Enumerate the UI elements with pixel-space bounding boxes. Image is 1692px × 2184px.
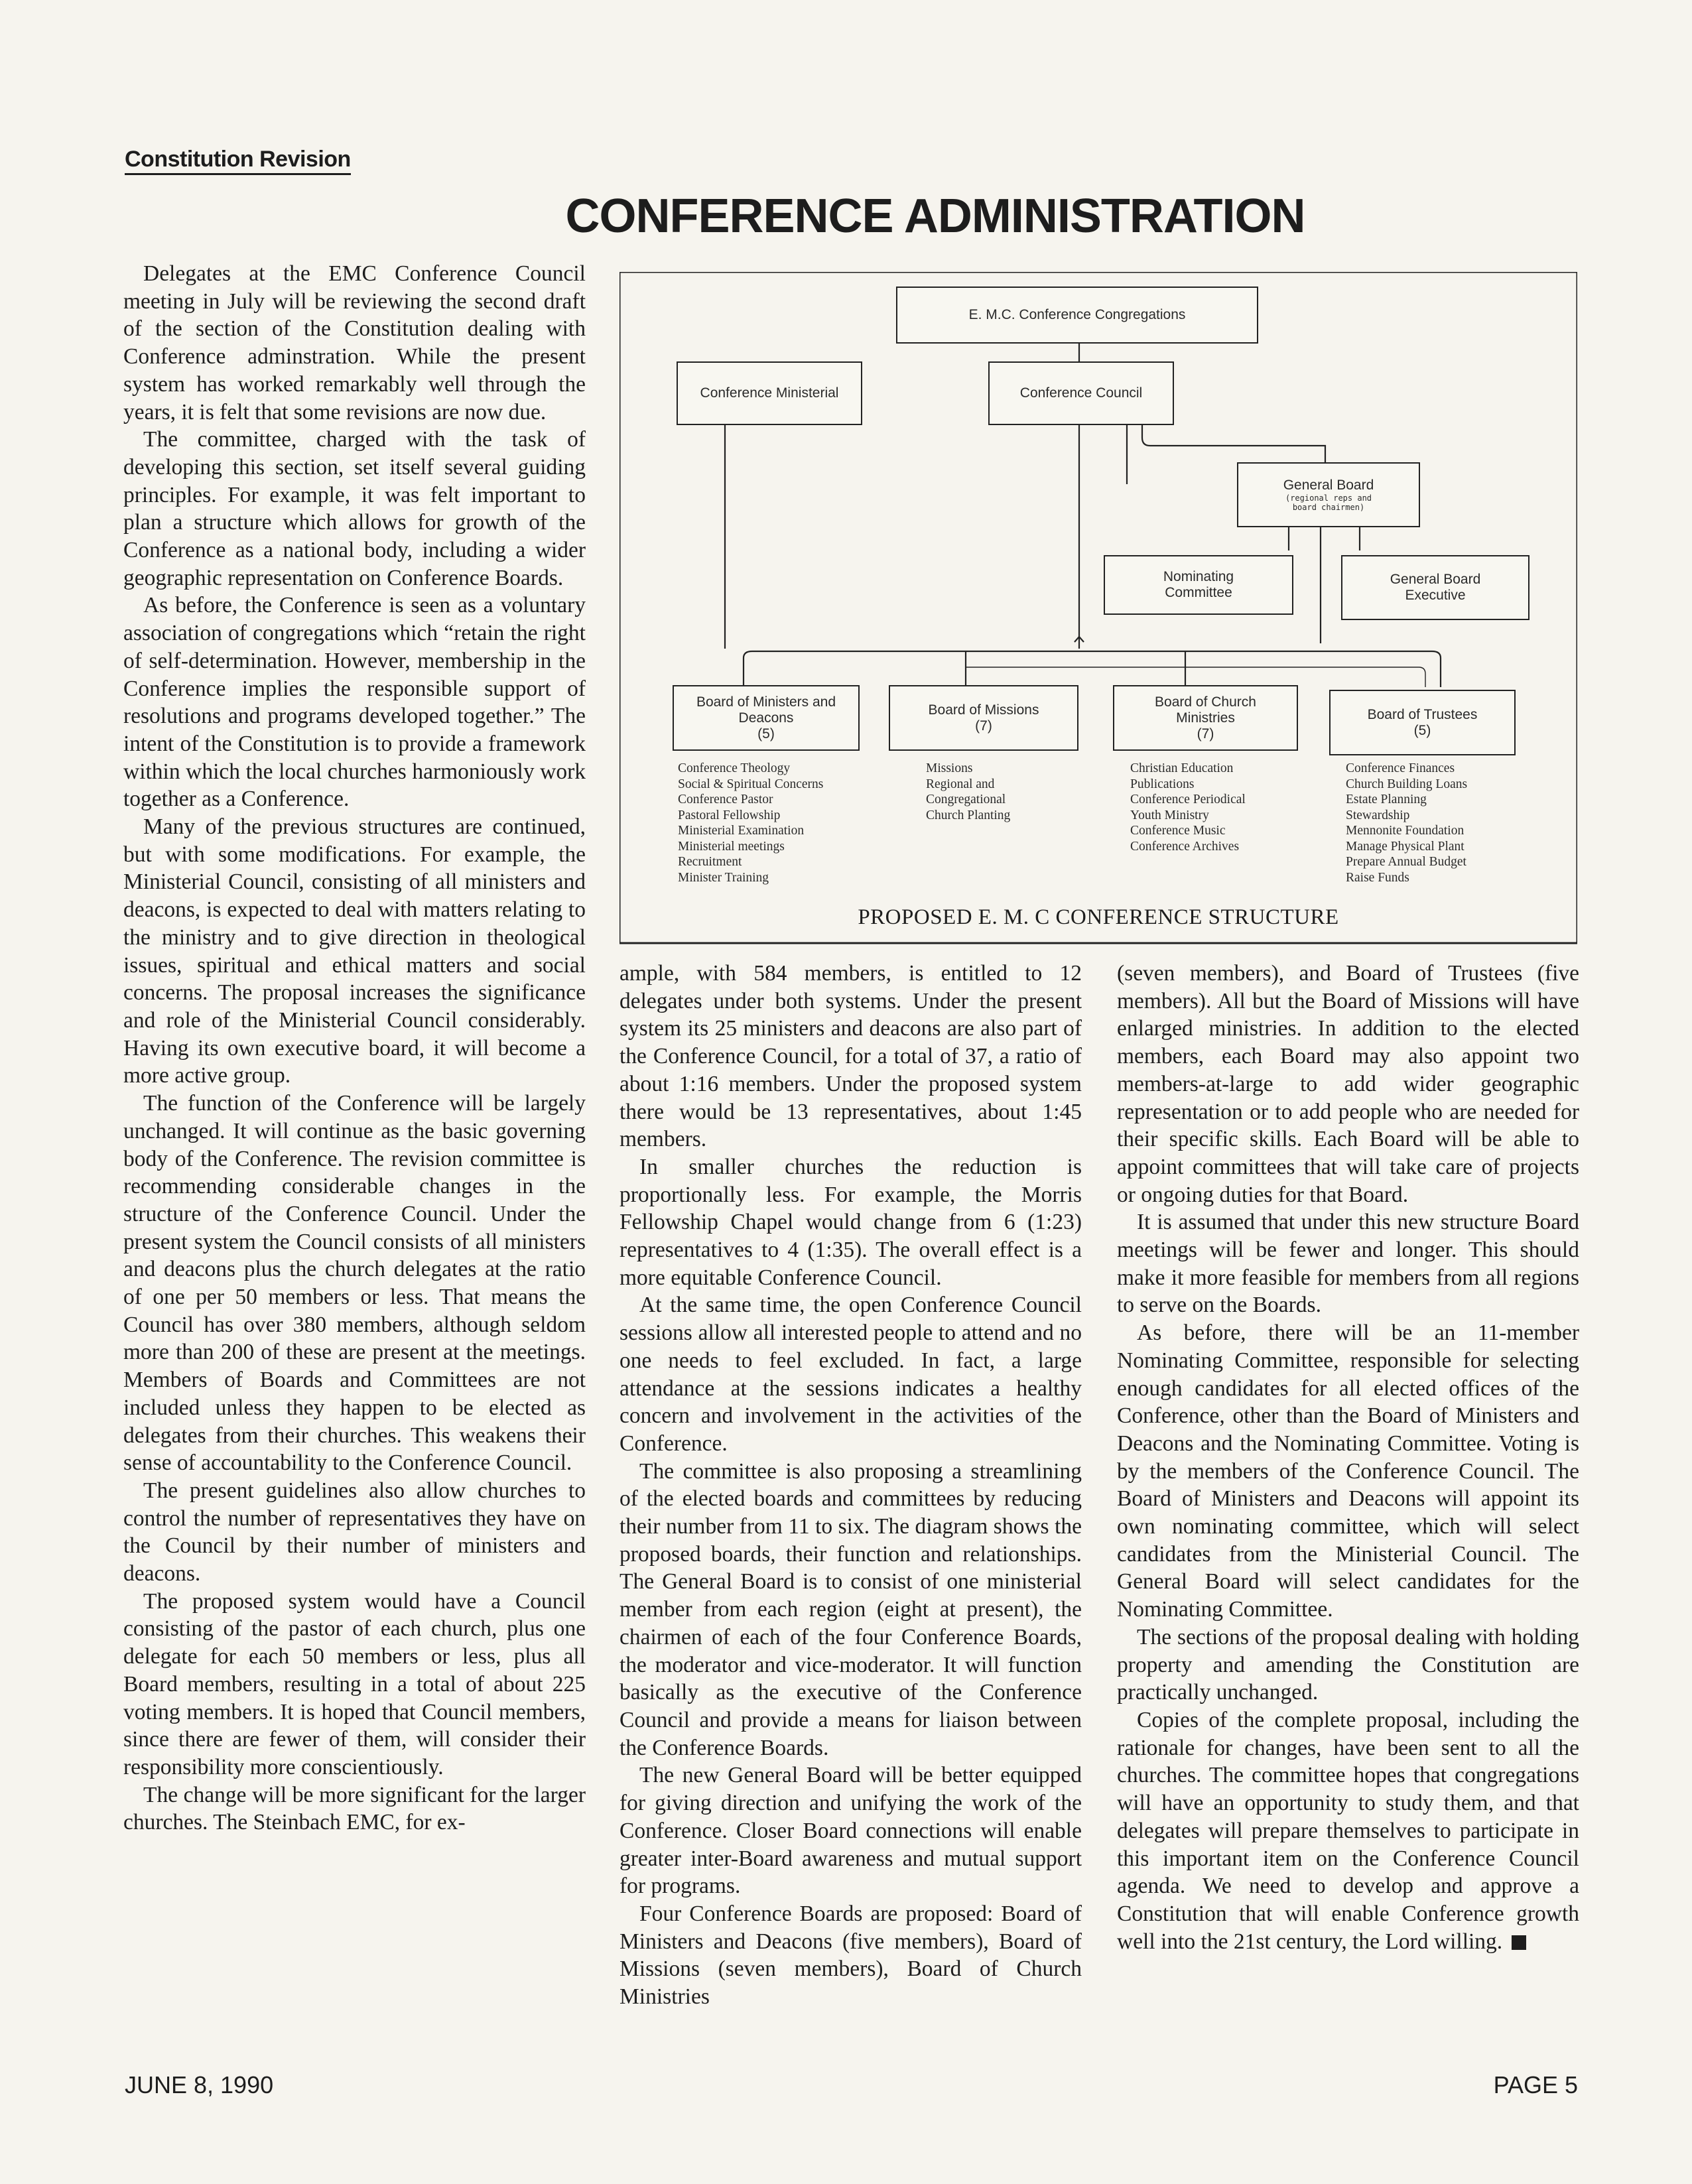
duty-item: Publications bbox=[1130, 777, 1195, 791]
paragraph: The committee, charged with the task of developing this section, set itself several guiding principles. For example, it was felt important to plan a structure which allows for growth of the Conference as a national body, including a wider geographic representation on Conference Boards. bbox=[123, 427, 586, 590]
duty-item: Missions bbox=[926, 761, 973, 775]
footer-page-number: PAGE 5 bbox=[1493, 2071, 1578, 2098]
paragraph: The change will be more significant for the larger churches. The Steinbach EMC, for ex- bbox=[123, 1782, 586, 1835]
board-box bbox=[1329, 690, 1516, 755]
paragraph-text: Copies of the complete proposal, including the rationale for changes, have been sent to all the churches. The committee hopes that congregations will have an opportunity to study them, and that delegates will prepare themselves to participate in this important item on the Conference Council agenda. We need to develop and approve a Constitution that will enable Conference growth well into the 21st century, the Lord willing. bbox=[1117, 1707, 1579, 1954]
paragraph: Delegates at the EMC Conference Council meeting in July will be reviewing the second draft of the section of the Constitution dealing with Conference adminstration. While the present system has worked remarkably well through the years, it is felt that some revisions are now due. bbox=[123, 261, 586, 424]
connector bbox=[1142, 423, 1325, 464]
duty-item: Raise Funds bbox=[1346, 870, 1409, 885]
board-count: (5) bbox=[1413, 722, 1431, 738]
gb-executive-box bbox=[1341, 555, 1529, 620]
board-box bbox=[889, 685, 1078, 751]
duty-item: Prepare Annual Budget bbox=[1346, 855, 1466, 869]
council-box bbox=[988, 361, 1174, 425]
council-label: Conference Council bbox=[1019, 385, 1143, 401]
congregations-label: E. M.C. Conference Congregations bbox=[968, 307, 1186, 322]
duty-item: Conference Pastor bbox=[678, 793, 773, 806]
board-count: (7) bbox=[975, 718, 992, 734]
duty-item: Social & Spiritual Concerns bbox=[678, 777, 824, 791]
general-board-box bbox=[1237, 462, 1420, 527]
board-count: (7) bbox=[1197, 726, 1214, 741]
duty-item: Christian Education bbox=[1130, 761, 1234, 775]
section-label: Constitution Revision bbox=[125, 147, 351, 175]
nominating-box bbox=[1104, 555, 1293, 615]
duty-item: Conference Theology bbox=[678, 761, 791, 775]
paragraph: ample, with 584 members, is entitled to 12 delegates under both systems. Under the present system its 25 ministers and deacons are also part of the Conference Council, for a total of 37, a ratio of about 1:16 members. Under the proposed system there would be 13 representatives, about 1:45 members. bbox=[619, 961, 1082, 1152]
article-column-2 bbox=[619, 960, 1082, 2011]
paragraph: As before, the Conference is seen as a voluntary association of congregations which “retain the right of self-determination. However, membership in the Conference implies the responsible support of resolutions and programs developed together.” The intent of the Constitution is to provide a framework within which the local churches harmoniously work together as a Conference. bbox=[123, 593, 586, 812]
ministerial-label: Conference Ministerial bbox=[700, 385, 839, 401]
paragraph: The new General Board will be better equipped for giving direction and unifying the work of the Conference. Closer Board connections will enable greater inter-Board awareness and mutual support for programs. bbox=[619, 1763, 1082, 1899]
paragraph: The sections of the proposal dealing with holding property and amending the Constitution are practically unchanged. bbox=[1117, 1624, 1579, 1705]
general-board-note: (regional reps and board chairmen) bbox=[1285, 493, 1372, 512]
paragraph: (seven members), and Board of Trustees (five members). All but the Board of Missions will have enlarged ministries. In addition to the elected members, each Board may also appoint two members-at-large to add wider geographic representation or to add people who are needed for their specific skills. Each Board will be able to appoint committees that will take care of projects or ongoing duties for that Board. bbox=[1117, 961, 1579, 1207]
congregations-box bbox=[896, 287, 1258, 344]
duty-item: Minister Training bbox=[678, 870, 769, 885]
duty-item: Conference Archives bbox=[1130, 839, 1240, 854]
duty-item: Ministerial Examination bbox=[678, 824, 805, 838]
duty-item: Ministerial meetings bbox=[678, 839, 785, 854]
board-name: Board of Church Ministries bbox=[1155, 694, 1256, 726]
board-name: Board of Ministers and Deacons bbox=[696, 694, 836, 726]
paragraph: The present guidelines also allow churches to control the number of representatives they have on the Council by their number of ministers and deacons. bbox=[123, 1478, 586, 1586]
board-name: Board of Missions bbox=[928, 702, 1039, 718]
paragraph bbox=[1117, 1706, 1579, 1955]
page-title: CONFERENCE ADMINISTRATION bbox=[565, 190, 1305, 243]
gb-executive-label: General Board Executive bbox=[1390, 572, 1481, 603]
ministerial-box bbox=[677, 361, 862, 425]
nominating-label: Nominating Committee bbox=[1163, 569, 1234, 600]
duty-item: Manage Physical Plant bbox=[1346, 839, 1464, 854]
paragraph: The proposed system would have a Council consisting of the pastor of each church, plus one delegate for each 50 members or less, plus all Board members, resulting in a total of about 225 voting members. It is hoped that Council members, since there are fewer of them, will consider their responsibility more conscientiously. bbox=[123, 1588, 586, 1779]
connector bbox=[1419, 667, 1425, 687]
board-duties-list bbox=[926, 761, 1010, 823]
duty-item: Stewardship bbox=[1346, 808, 1410, 822]
general-board-label: General Board bbox=[1283, 478, 1374, 493]
board-box bbox=[673, 685, 860, 751]
duty-item: Conference Music bbox=[1130, 824, 1226, 838]
duty-item: Recruitment bbox=[678, 855, 742, 869]
paragraph: Many of the previous structures are continued, but with some modifications. For example, the Ministerial Council, consisting of all ministers and deacons, is expected to deal with matters relating to the ministry and to give direction in theological issues, spiritual and ethical matters and social concerns. The proposal increases the significance and role of the Ministerial Council considerably. Having its own executive board, it will become a more active group. bbox=[123, 814, 586, 1088]
org-chart-diagram bbox=[619, 272, 1577, 945]
duty-item: Mennonite Foundation bbox=[1346, 824, 1464, 838]
paragraph: The function of the Conference will be largely unchanged. It will continue as the basic governing body of the Conference. The revision committee is recommending considerable changes in the structure of the Conference Council. Under the present system the Council consists of all ministers and deacons plus the church delegates at the ratio of one per 50 members or less. That means the Council has over 380 members, although seldom more than 200 of these are present at the meetings. Members of Boards and Committees are not included unless they happen to be elected as delegates from their churches. This weakens their sense of accountability to the Conference Council. bbox=[123, 1091, 586, 1476]
footer-date: JUNE 8, 1990 bbox=[125, 2071, 274, 2098]
duty-item: Congregational bbox=[926, 793, 1006, 806]
board-duties-list bbox=[1346, 761, 1467, 885]
duty-item: Conference Periodical bbox=[1130, 793, 1246, 806]
paragraph: In smaller churches the reduction is proportionally less. For example, the Morris Fellowship Chapel would change from 6 (1:23) representatives to 4 (1:35). The overall effect is a more equitable Conference Council. bbox=[619, 1154, 1082, 1290]
board-box bbox=[1113, 685, 1298, 751]
connector bbox=[744, 651, 1441, 687]
duty-item: Conference Finances bbox=[1346, 761, 1455, 775]
duty-item: Pastoral Fellowship bbox=[678, 808, 781, 822]
article-column-3 bbox=[1117, 960, 1579, 1955]
diagram-caption: PROPOSED E. M. C CONFERENCE STRUCTURE bbox=[858, 905, 1339, 929]
duty-item: Youth Ministry bbox=[1130, 808, 1209, 822]
article-column-1 bbox=[123, 260, 586, 1836]
board-duties-list bbox=[678, 761, 823, 885]
duty-item: Church Building Loans bbox=[1346, 777, 1468, 791]
paragraph: As before, there will be an 11-member Nominating Committee, responsible for selecting enough candidates for all elected offices of the Conference, other than the Board of Ministers and Deacons and the Nominating Committee. Voting is by the members of the Conference Council. The Board of Ministers and Deacons will appoint its own nominating committee, which will select candidates from the Ministerial Council. The General Board will select candidates for the Nominating Committee. bbox=[1117, 1320, 1579, 1622]
board-name: Board of Trustees bbox=[1367, 706, 1478, 722]
board-count: (5) bbox=[757, 726, 775, 741]
board-duties-list bbox=[1130, 761, 1246, 854]
paragraph: Four Conference Boards are proposed: Board of Ministers and Deacons (five members), Board of Missions (seven members), Board of Church Ministries bbox=[619, 1901, 1082, 2010]
paragraph: At the same time, the open Conference Council sessions allow all interested people to attend and no one needs to feel excluded. In fact, a large attendance at the sessions indicates a healthy concern and involvement in the activities of the Conference. bbox=[619, 1293, 1082, 1456]
paragraph: The committee is also proposing a streamlining of the elected boards and committees by reducing their number from 11 to six. The diagram shows the proposed boards, their function and relationships. The General Board is to consist of one ministerial member from each region (eight at present), the chairmen of each of the four Conference Boards, the moderator and vice-moderator. It will function basically as the executive of the Conference Council and provide a means for liaison between the Conference Boards. bbox=[619, 1458, 1082, 1760]
duty-item: Church Planting bbox=[926, 808, 1011, 822]
paragraph: It is assumed that under this new structure Board meetings will be fewer and longer. This should make it more feasible for members from all regions to serve on the Boards. bbox=[1117, 1210, 1579, 1318]
duty-item: Estate Planning bbox=[1346, 793, 1427, 806]
end-of-article-square-icon bbox=[1512, 1935, 1526, 1950]
duty-item: Regional and bbox=[926, 777, 995, 791]
